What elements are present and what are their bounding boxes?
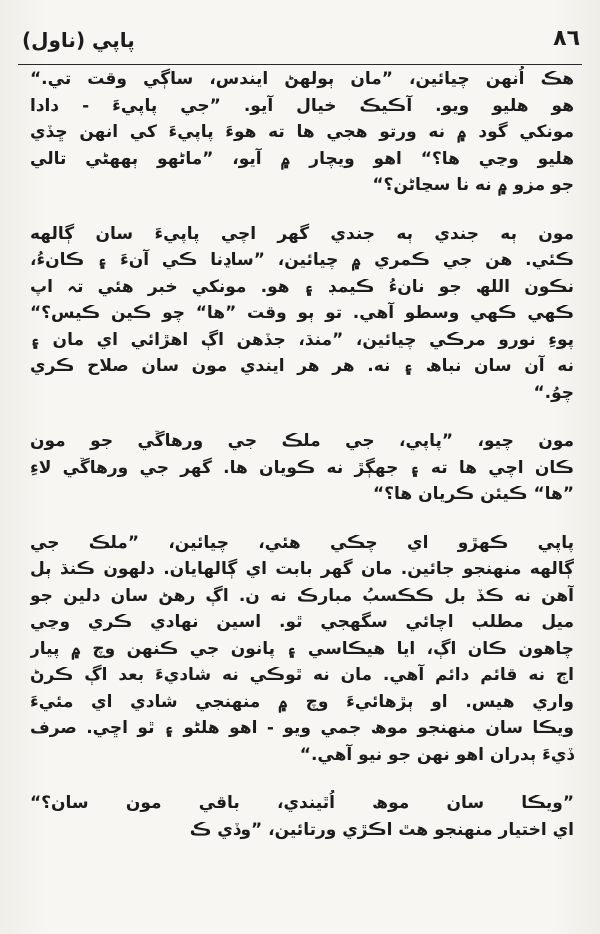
text-line: نڪون اللھ جو نانءُ ڪيمڊ ۽ هو. مونکي خبر هئي تہ اپ [30,276,574,297]
paragraph [30,221,574,407]
text-line: ڪان اچي ها ته ۽ جهڳڙ نه ڪويان ها. گهر جي ورهاڱي لاءِ [30,457,574,478]
text-line: آهن نه ڪڏ بل ڪڪسبُ مبارڪ نه ن. اڳ رهڻ سان دلين جو [30,585,574,606]
paragraph-gap [30,406,574,428]
paragraph [30,530,574,769]
page-header [12,24,586,64]
text-line: اڄ نه قائم دائم آهي. مان نه ٿوڪي نه شاديءَ بعد اڳ ڪرڻ [30,665,574,685]
paragraph [30,428,574,508]
text-line: چوُ.“ [533,382,574,403]
text-line: هليو وڃي ها؟“ اهو ويچار ۾ آيو، ”ماڻهو ٻههڻي تالي [30,148,574,169]
text-line: چاهون ڪان اڳ، ايا هيڪاسي ۽ پانون جي ڪنهن وچ ۾ پيار [30,638,574,659]
text-line: مون ٻه جندي ٻه جندي گهر اچي پاپيءَ سان ڳالهه [30,223,574,244]
text-line: نه آن سان نباھ ۽ نه. هر هر ايندي مون سان صلاح ڪري [30,356,574,376]
text-line: مونکي گود ۾ نه ورتو هجي ها ته هوءَ پاپيءَ کي انهن ڇڏي [30,122,574,142]
text-line: پاپي ڪهڙو اي چڪي هئي، چيائين، ”ملڪ جي [30,532,574,553]
text-line: مون چيو، ”پاپي، جي ملڪ جي ورهاڱي جو مون [30,431,574,451]
text-line: اي اختيار منهنجو هٿ اڪڙي ورتائين، ”وڏي ڪ [189,819,574,840]
text-line: ڪئي. هن جي ڪمري ۾ چيائين، ”ساڍنا ڪي آنءَ ۽ ڪانءُ، [30,250,574,270]
text-line: پوءِ نورو مرڪي چيائين، ”منڌ، جڏهن اڳ اهڙائي اي مان ۽ [30,329,574,350]
header-rule [18,64,582,65]
running-title: پاپي (ناول) [22,28,135,52]
paragraph [30,790,574,843]
paragraph-gap [30,199,574,221]
text-line: هڪ اُنهن چيائين، ”مان ٻولهڻ ايندس، ساڳي وقت تي.“ [30,69,574,89]
page-number: ٨٦ [553,26,580,51]
text-line: ”ها“ ڪيئن ڪريان ها؟“ [372,484,574,504]
text-line: ڪهي ڪهي وسطو آهي. تو ٻو وقت ”ها“ چو ڪين ڪيس؟“ [30,303,574,323]
text-line: ميل مطلب اچائي سگهجي ٿو. اسين نهادي ڪري وڃي [30,612,574,632]
text-line: ويڪا سان منهنجو موھ جمي ويو - اهو هلڻو ۽ ٿو اڇي. صرف [30,718,574,738]
text-line: ڳالهه منهنجو جائين. مان گهر بابت اي ڳالهايان. دلهون ڪنڌ ٻل [30,559,574,579]
text-line: ”ويڪا سان موھ اُٿيندي، باقي مون سان؟“ [30,793,574,813]
text-line: هو هليو ويو. آڪيڪ خيال آيو. ”جي پاپيءَ - دادا [30,95,574,116]
text-line: واري هيس. او ٻڙهائيءَ وچ ۾ منهنجي شادي اي مئيءَ [30,691,574,712]
paragraph-gap [30,508,574,530]
text-line: ڏيءَ ٻدران اهو نهن جو نيو آهي.“ [299,744,574,765]
page-body [30,66,574,874]
paragraph [30,66,574,199]
text-line: جو مزو ۾ نه نا سڃاڻن؟“ [372,175,574,195]
paragraph-gap [30,768,574,790]
